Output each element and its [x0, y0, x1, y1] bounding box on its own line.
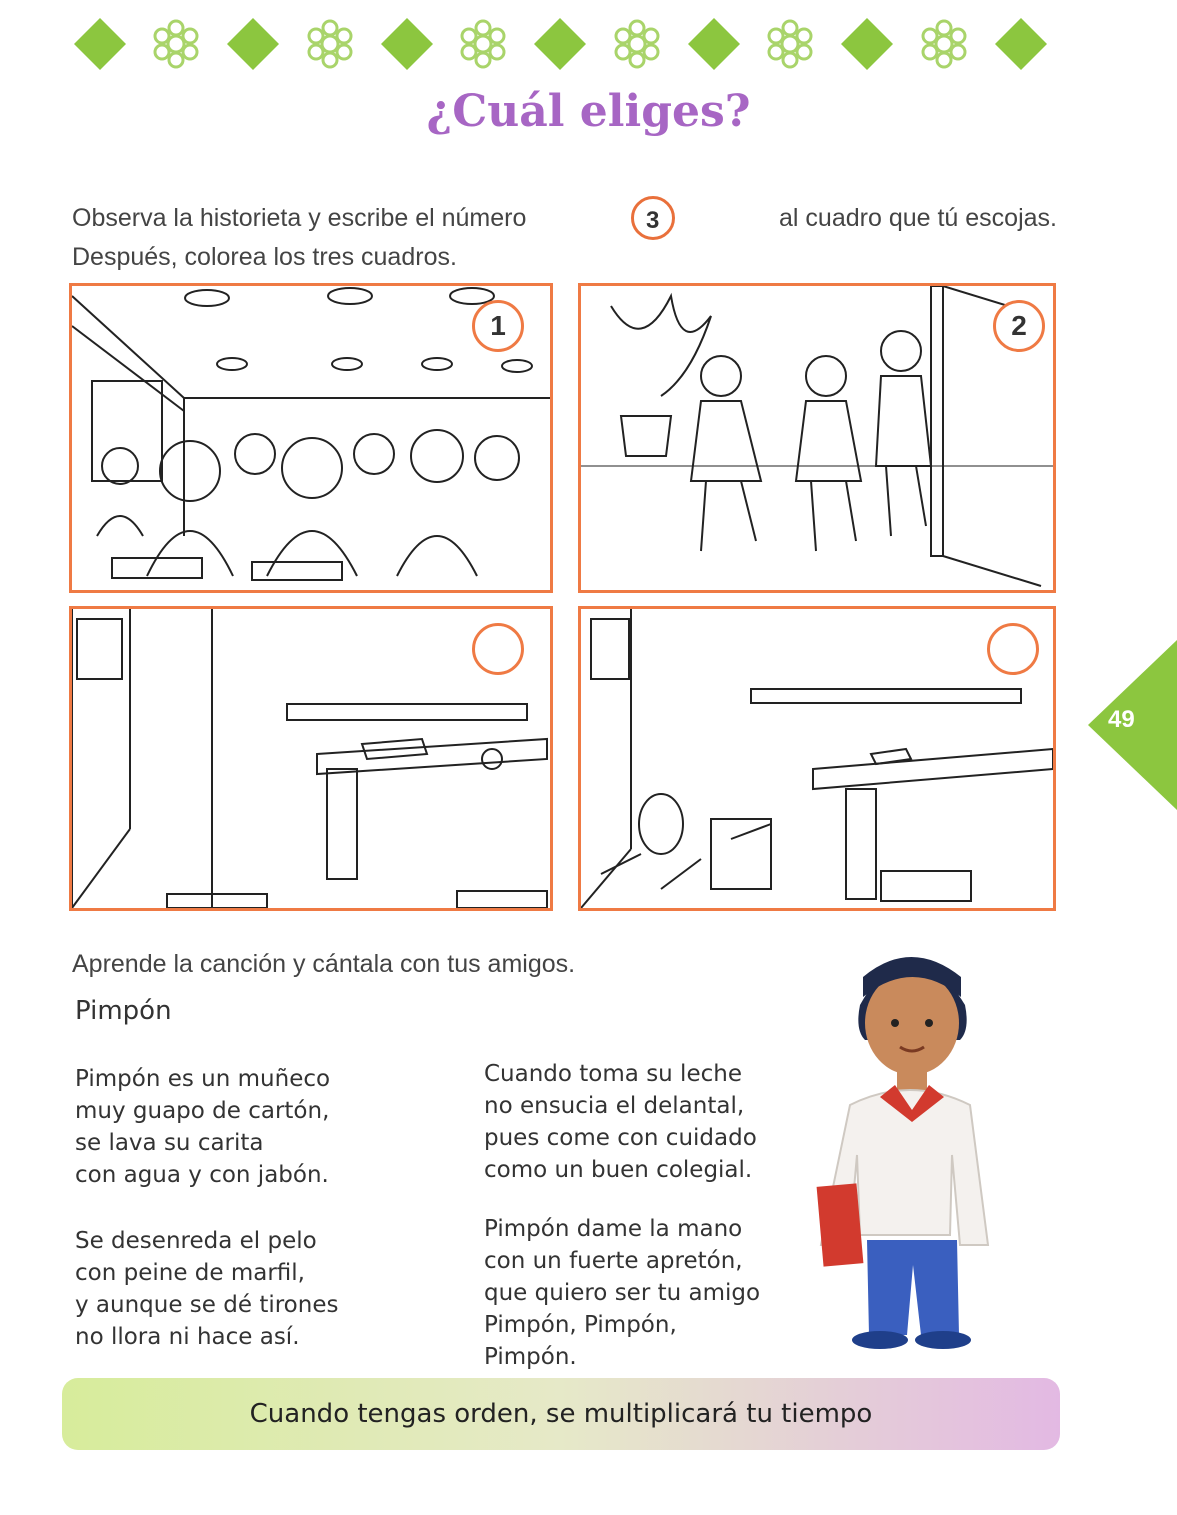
verse-line: muy guapo de cartón,	[75, 1098, 330, 1124]
verse-line: no ensucia el delantal,	[484, 1093, 745, 1119]
verse-line: con peine de marfil,	[75, 1260, 305, 1286]
boy-illustration	[815, 935, 1005, 1355]
verse-line: Pimpón dame la mano	[484, 1216, 743, 1242]
comic-panel-1	[69, 283, 553, 593]
verse-line: pues come con cuidado	[484, 1125, 757, 1151]
comic-panel-4-blank	[578, 606, 1056, 911]
verse-line: que quiero ser tu amigo	[484, 1280, 761, 1306]
activity-instructions	[72, 196, 1057, 275]
verse-line: Se desenreda el pelo	[75, 1228, 317, 1254]
verse-line: Pimpón.	[484, 1344, 577, 1370]
song-verse-4	[484, 1213, 760, 1373]
song-verse-1	[75, 1063, 330, 1191]
number-three-circle: 3	[631, 196, 675, 240]
verse-line: y aunque se dé tirones	[75, 1292, 339, 1318]
motto-text: Cuando tengas orden, se multiplicará tu tiempo	[249, 1399, 873, 1429]
verse-line: Pimpón, Pimpón,	[484, 1312, 677, 1338]
page-number: 49	[1108, 706, 1135, 733]
messy-classroom-illustration	[581, 609, 1053, 908]
song-title: Pimpón	[75, 996, 172, 1026]
panel-number-1: 1	[472, 300, 524, 352]
instruction-text-start: Observa la historieta y escribe el número	[72, 203, 527, 232]
verse-line: con agua y con jabón.	[75, 1162, 329, 1188]
panel-number-4	[987, 623, 1039, 675]
verse-line: Cuando toma su leche	[484, 1061, 742, 1087]
decorative-top-band	[70, 14, 1055, 74]
panel-number-3	[472, 623, 524, 675]
instruction-line-2: Después, colorea los tres cuadros.	[72, 243, 457, 271]
page-title: ¿Cuál eliges?	[426, 86, 751, 137]
comic-panel-3-blank	[69, 606, 553, 911]
verse-line: se lava su carita	[75, 1130, 264, 1156]
song-verse-3	[484, 1058, 757, 1186]
comic-panel-2	[578, 283, 1056, 593]
verse-line: no llora ni hace así.	[75, 1324, 300, 1350]
song-verse-2	[75, 1225, 338, 1353]
instruction-text-end: al cuadro que tú escojas.	[779, 203, 1057, 232]
panel-number-2: 2	[993, 300, 1045, 352]
verse-line: con un fuerte apretón,	[484, 1248, 743, 1274]
verse-line: Pimpón es un muñeco	[75, 1066, 331, 1092]
song-instruction: Aprende la canción y cántala con tus amigos.	[72, 950, 576, 978]
children-walking-illustration	[581, 286, 1053, 590]
verse-line: como un buen colegial.	[484, 1157, 753, 1183]
